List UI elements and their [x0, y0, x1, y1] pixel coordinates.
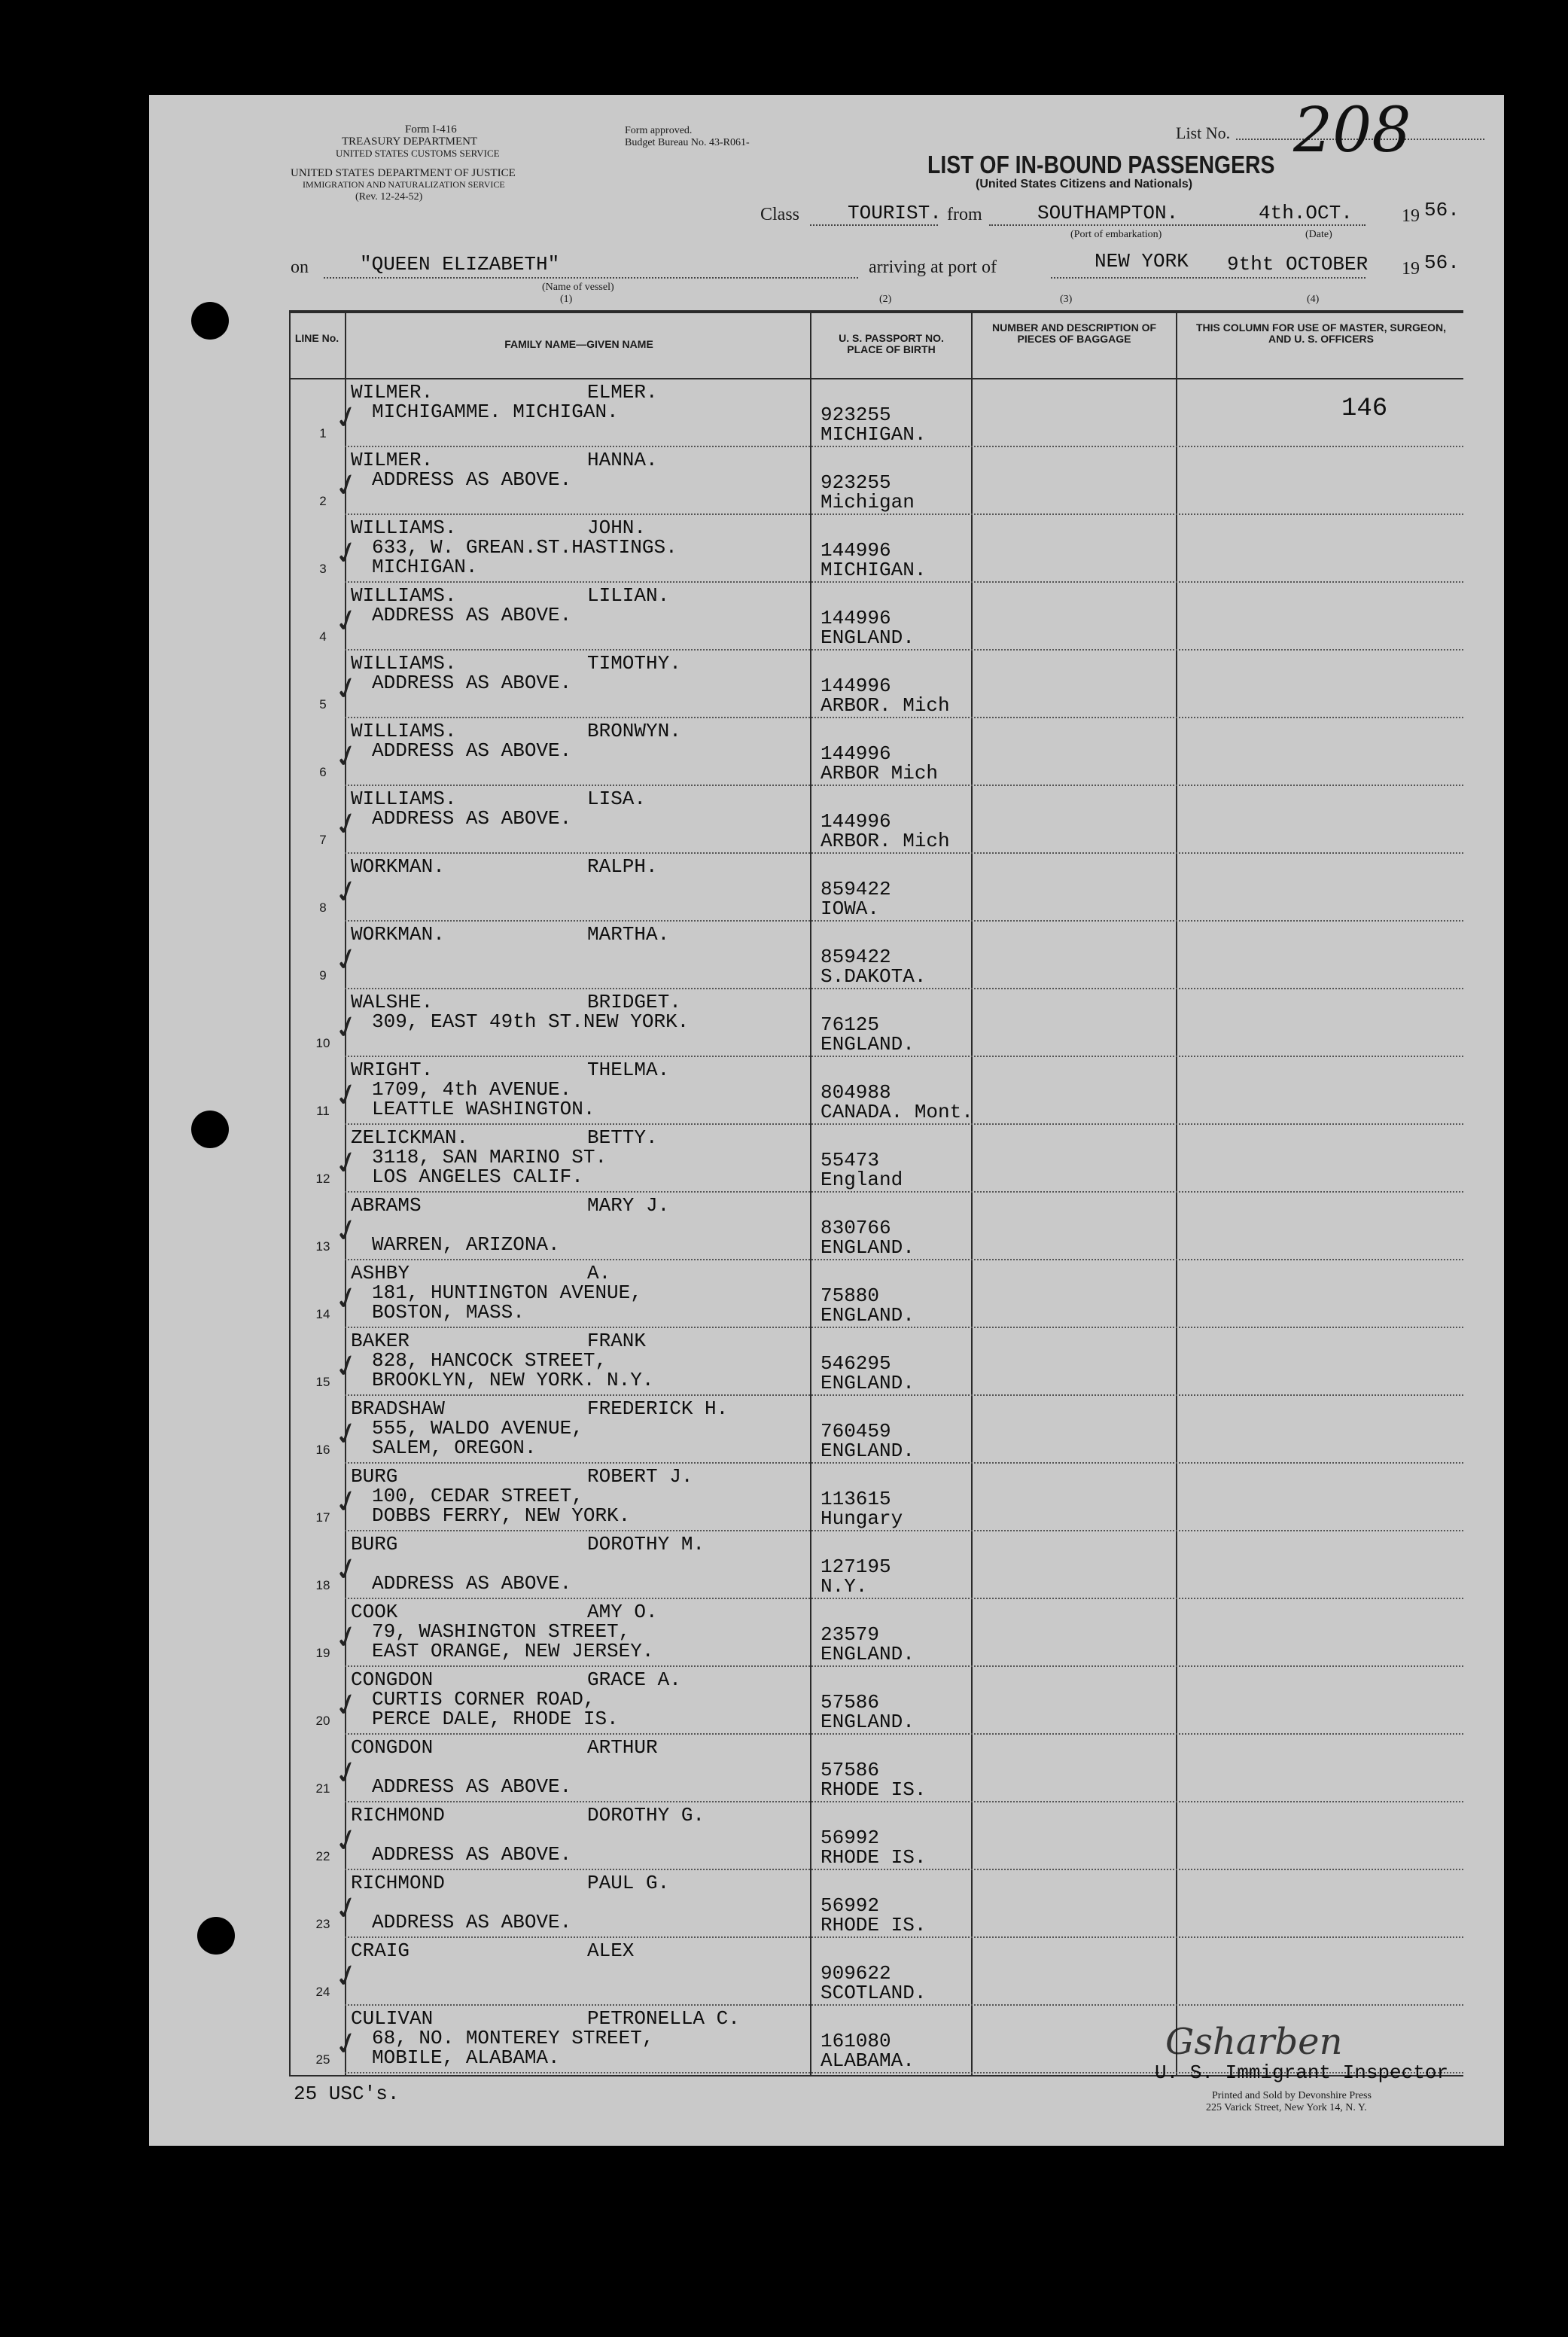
- check-mark: ✓: [329, 736, 364, 778]
- table-row: [289, 988, 1463, 1056]
- inspector-title: U. S. Immigrant Inspector: [1155, 2061, 1449, 2084]
- passport-number: 161080: [821, 2030, 891, 2052]
- place-of-birth: ALABAMA.: [821, 2049, 915, 2072]
- family-name: WILLIAMS.: [351, 652, 457, 675]
- passport-number: 859422: [821, 946, 891, 968]
- line-number: 25: [315, 2052, 330, 2067]
- place-of-birth: RHODE IS.: [821, 1914, 927, 1936]
- line-number: 23: [315, 1917, 330, 1931]
- given-name: ARTHUR: [587, 1736, 658, 1759]
- place-of-birth: ENGLAND.: [821, 1304, 915, 1327]
- address-line-1: MICHIGAMME. MICHIGAN.: [372, 401, 619, 423]
- vessel-column-number: (1): [560, 294, 573, 305]
- col-number-3: (3): [1060, 294, 1073, 305]
- col-number-2: (2): [879, 294, 892, 305]
- document-page: [149, 95, 1504, 2146]
- passport-number: 830766: [821, 1217, 891, 1239]
- address-line-2: ADDRESS AS ABOVE.: [372, 1775, 572, 1798]
- line-number: 16: [315, 1443, 330, 1457]
- from-value: SOUTHAMPTON.: [1037, 202, 1179, 224]
- from-line: [989, 224, 1366, 226]
- header-officers: THIS COLUMN FOR USE OF MASTER, SURGEON, AND U. S. OFFICERS: [1195, 321, 1447, 345]
- line-number: 2: [319, 494, 327, 508]
- port-caption: (Port of embarkation): [1070, 229, 1162, 240]
- arrival-date: 9tht OCTOBER: [1227, 253, 1369, 276]
- given-name: JOHN.: [587, 516, 647, 539]
- address-line-2: ADDRESS AS ABOVE.: [372, 1572, 572, 1595]
- check-mark: ✓: [329, 2023, 364, 2065]
- line-number: 22: [315, 1849, 330, 1863]
- printer-line-1: Printed and Sold by Devonshire Press: [1212, 2090, 1372, 2101]
- family-name: WILLIAMS.: [351, 788, 457, 810]
- given-name: ELMER.: [587, 381, 658, 404]
- table-row: [289, 649, 1463, 717]
- family-name: RICHMOND: [351, 1804, 445, 1827]
- date-caption: (Date): [1305, 229, 1332, 240]
- address-line-2: EAST ORANGE, NEW JERSEY.: [372, 1640, 654, 1662]
- check-mark: ✓: [329, 1278, 364, 1320]
- address-line-2: SALEM, OREGON.: [372, 1437, 537, 1459]
- form-revision: (Rev. 12-24-52): [355, 191, 423, 203]
- address-line-1: 79, WASHINGTON STREET,: [372, 1620, 631, 1643]
- table-row: [289, 1530, 1463, 1598]
- address-line-2: MOBILE, ALABAMA.: [372, 2046, 560, 2069]
- table-row: [289, 581, 1463, 649]
- table-row: [289, 1394, 1463, 1462]
- passport-number: 127195: [821, 1555, 891, 1578]
- passport-number: 23579: [821, 1623, 880, 1646]
- place-of-birth: ARBOR. Mich: [821, 694, 950, 717]
- family-name: BAKER: [351, 1330, 410, 1352]
- line-number: 15: [315, 1375, 330, 1389]
- address-line-1: CURTIS CORNER ROAD,: [372, 1688, 595, 1711]
- given-name: THELMA.: [587, 1059, 670, 1081]
- place-of-birth: N.Y.: [821, 1575, 868, 1598]
- line-number: 11: [316, 1104, 330, 1118]
- family-name: WILLIAMS.: [351, 720, 457, 742]
- given-name: ALEX: [587, 1939, 635, 1962]
- table-row: [289, 1462, 1463, 1530]
- form-approved: Form approved.: [625, 125, 693, 136]
- dept-immigration: IMMIGRATION AND NATURALIZATION SERVICE: [303, 179, 505, 190]
- table-row: [289, 717, 1463, 785]
- check-mark: ✓: [329, 1684, 364, 1726]
- family-name: WILMER.: [351, 449, 434, 471]
- check-mark: ✓: [329, 1888, 364, 1930]
- place-of-birth: ENGLAND.: [821, 1372, 915, 1394]
- address-line-1: 100, CEDAR STREET,: [372, 1485, 583, 1507]
- check-mark: ✓: [329, 1007, 364, 1049]
- line-number: 6: [319, 765, 327, 779]
- printer-line-2: 225 Varick Street, New York 14, N. Y.: [1206, 2102, 1367, 2113]
- family-name: ASHBY: [351, 1262, 410, 1284]
- check-mark: ✓: [329, 1820, 364, 1862]
- family-name: RICHMOND: [351, 1872, 445, 1894]
- passport-number: 144996: [821, 742, 891, 765]
- passport-number: 923255: [821, 471, 891, 494]
- place-of-birth: ARBOR. Mich: [821, 830, 950, 852]
- place-of-birth: ENGLAND.: [821, 1711, 915, 1733]
- given-name: A.: [587, 1262, 611, 1284]
- passport-number: 144996: [821, 539, 891, 562]
- passport-number: 760459: [821, 1420, 891, 1443]
- dept-customs: UNITED STATES CUSTOMS SERVICE: [336, 148, 500, 159]
- address-line-2: LEATTLE WASHINGTON.: [372, 1098, 595, 1120]
- place-of-birth: Michigan: [821, 491, 915, 513]
- check-mark: ✓: [329, 939, 364, 981]
- given-name: BETTY.: [587, 1126, 658, 1149]
- given-name: BRIDGET.: [587, 991, 681, 1013]
- table-row: [289, 1936, 1463, 2004]
- inspector-signature: Gsharben: [1165, 2021, 1343, 2063]
- family-name: WRIGHT.: [351, 1059, 434, 1081]
- line-number: 12: [315, 1172, 330, 1186]
- given-name: LILIAN.: [587, 584, 670, 607]
- line-number: 19: [315, 1646, 330, 1660]
- table-row: [289, 785, 1463, 852]
- address-line-1: 633, W. GREAN.ST.HASTINGS.: [372, 536, 677, 559]
- given-name: HANNA.: [587, 449, 658, 471]
- passport-number: 75880: [821, 1284, 880, 1307]
- place-of-birth: RHODE IS.: [821, 1778, 927, 1801]
- check-mark: ✓: [329, 1074, 364, 1117]
- given-name: PETRONELLA C.: [587, 2007, 740, 2030]
- from-label: from: [947, 205, 982, 224]
- place-of-birth: MICHIGAN.: [821, 559, 927, 581]
- place-of-birth: S.DAKOTA.: [821, 965, 927, 988]
- line-number: 8: [319, 900, 327, 915]
- arrival-year-prefix: 19: [1402, 259, 1420, 279]
- given-name: RALPH.: [587, 855, 658, 878]
- address-line-1: ADDRESS AS ABOVE.: [372, 468, 572, 491]
- line-number: 21: [315, 1781, 330, 1796]
- family-name: WILLIAMS.: [351, 584, 457, 607]
- table-row: [289, 852, 1463, 920]
- usc-count: 25 USC's.: [294, 2083, 400, 2105]
- header-baggage: NUMBER AND DESCRIPTION OF PIECES OF BAGGAGE: [991, 321, 1157, 345]
- family-name: BURG: [351, 1465, 398, 1488]
- place-of-birth: ENGLAND.: [821, 1643, 915, 1665]
- family-name: COOK: [351, 1601, 398, 1623]
- line-number: 18: [315, 1578, 330, 1592]
- check-mark: ✓: [329, 397, 364, 439]
- family-name: ABRAMS: [351, 1194, 422, 1217]
- place-of-birth: SCOTLAND.: [821, 1982, 927, 2004]
- family-name: BURG: [351, 1533, 398, 1555]
- table-row: [289, 446, 1463, 513]
- family-name: CONGDON: [351, 1736, 434, 1759]
- family-name: WORKMAN.: [351, 855, 445, 878]
- header-name: FAMILY NAME—GIVEN NAME: [504, 338, 653, 350]
- line-number: 9: [319, 968, 327, 983]
- col-number-4: (4): [1307, 294, 1320, 305]
- address-line-1: 309, EAST 49th ST.NEW YORK.: [372, 1010, 690, 1033]
- address-line-2: PERCE DALE, RHODE IS.: [372, 1708, 619, 1730]
- address-line-1: ADDRESS AS ABOVE.: [372, 604, 572, 626]
- table-row: [289, 1598, 1463, 1665]
- line-number: 13: [315, 1239, 330, 1254]
- address-line-2: WARREN, ARIZONA.: [372, 1233, 560, 1256]
- family-name: WALSHE.: [351, 991, 434, 1013]
- place-of-birth: Hungary: [821, 1507, 903, 1530]
- check-mark: ✓: [329, 465, 364, 507]
- given-name: FRANK: [587, 1330, 647, 1352]
- given-name: ROBERT J.: [587, 1465, 693, 1488]
- given-name: FREDERICK H.: [587, 1397, 729, 1420]
- place-of-birth: CANADA. Mont.: [821, 1101, 973, 1123]
- place-of-birth: ARBOR Mich: [821, 762, 939, 785]
- passport-number: 909622: [821, 1962, 891, 1985]
- address-line-2: MICHIGAN.: [372, 556, 478, 578]
- officer-note: 146: [1341, 395, 1388, 423]
- date-value: 4th.OCT.: [1259, 202, 1353, 224]
- form-subtitle: (United States Citizens and Nationals): [976, 178, 1193, 190]
- line-number: 20: [315, 1714, 330, 1728]
- given-name: GRACE A.: [587, 1668, 681, 1691]
- family-name: CONGDON: [351, 1668, 434, 1691]
- arrival-year: 56.: [1424, 251, 1460, 274]
- check-mark: ✓: [329, 1549, 364, 1591]
- passport-number: 56992: [821, 1827, 880, 1849]
- given-name: DOROTHY G.: [587, 1804, 705, 1827]
- table-row: [289, 1327, 1463, 1394]
- year-value: 56.: [1424, 199, 1460, 221]
- given-name: AMY O.: [587, 1601, 658, 1623]
- table-top-rule: [289, 310, 1463, 313]
- family-name: BRADSHAW: [351, 1397, 445, 1420]
- address-line-2: LOS ANGELES CALIF.: [372, 1165, 583, 1188]
- class-label: Class: [760, 205, 800, 224]
- family-name: WORKMAN.: [351, 923, 445, 946]
- form-title: LIST OF IN-BOUND PASSENGERS: [927, 151, 1275, 178]
- place-of-birth: RHODE IS.: [821, 1846, 927, 1869]
- passport-number: 144996: [821, 810, 891, 833]
- given-name: LISA.: [587, 788, 647, 810]
- passport-number: 57586: [821, 1759, 880, 1781]
- family-name: WILLIAMS.: [351, 516, 457, 539]
- address-line-1: ADDRESS AS ABOVE.: [372, 672, 572, 694]
- place-of-birth: IOWA.: [821, 897, 880, 920]
- address-line-1: 181, HUNTINGTON AVENUE,: [372, 1281, 642, 1304]
- check-mark: ✓: [329, 1210, 364, 1252]
- address-line-1: 828, HANCOCK STREET,: [372, 1349, 607, 1372]
- passport-number: 804988: [821, 1081, 891, 1104]
- check-mark: ✓: [329, 600, 364, 642]
- address-line-1: 68, NO. MONTEREY STREET,: [372, 2027, 654, 2049]
- check-mark: ✓: [329, 803, 364, 846]
- given-name: TIMOTHY.: [587, 652, 681, 675]
- passport-number: 546295: [821, 1352, 891, 1375]
- given-name: DOROTHY M.: [587, 1533, 705, 1555]
- place-of-birth: ENGLAND.: [821, 1033, 915, 1056]
- vessel-line: [324, 277, 858, 279]
- check-mark: ✓: [329, 871, 364, 913]
- line-number: 1: [319, 426, 327, 440]
- line-number: 17: [315, 1510, 330, 1525]
- address-line-2: ADDRESS AS ABOVE.: [372, 1843, 572, 1866]
- dept-treasury: TREASURY DEPARTMENT: [342, 136, 478, 148]
- table-row: [289, 1733, 1463, 1801]
- line-number: 3: [319, 562, 327, 576]
- passport-number: 113615: [821, 1488, 891, 1510]
- table-row: [289, 1191, 1463, 1259]
- passport-number: 76125: [821, 1013, 880, 1036]
- passport-number: 144996: [821, 607, 891, 629]
- check-mark: ✓: [329, 1413, 364, 1455]
- line-number: 4: [319, 629, 327, 644]
- address-line-1: 3118, SAN MARINO ST.: [372, 1146, 607, 1168]
- line-number: 24: [315, 1985, 330, 1999]
- passenger-table: [289, 310, 1463, 2076]
- address-line-2: DOBBS FERRY, NEW YORK.: [372, 1504, 631, 1527]
- header-passport: U. S. PASSPORT NO. PLACE OF BIRTH: [839, 332, 944, 355]
- budget-bureau: Budget Bureau No. 43-R061-: [625, 137, 750, 148]
- passport-number: 144996: [821, 675, 891, 697]
- arriving-label: arriving at port of: [869, 257, 997, 277]
- family-name: CRAIG: [351, 1939, 410, 1962]
- place-of-birth: ENGLAND.: [821, 1440, 915, 1462]
- dept-justice: UNITED STATES DEPARTMENT OF JUSTICE: [291, 167, 516, 179]
- passport-number: 57586: [821, 1691, 880, 1714]
- address-line-1: ADDRESS AS ABOVE.: [372, 739, 572, 762]
- form-number: Form I-416: [405, 123, 457, 136]
- punch-hole: [197, 1917, 235, 1955]
- year-prefix: 19: [1402, 206, 1420, 226]
- check-mark: ✓: [329, 1481, 364, 1523]
- table-row: [289, 1056, 1463, 1123]
- passport-number: 56992: [821, 1894, 880, 1917]
- table-row: [289, 1665, 1463, 1733]
- passport-number: 923255: [821, 404, 891, 426]
- arrival-port: NEW YORK: [1095, 250, 1189, 273]
- vessel-value: "QUEEN ELIZABETH": [360, 253, 560, 276]
- passport-number: 55473: [821, 1149, 880, 1172]
- address-line-2: BOSTON, MASS.: [372, 1301, 525, 1324]
- family-name: WILMER.: [351, 381, 434, 404]
- check-mark: ✓: [329, 1142, 364, 1184]
- line-number: 14: [315, 1307, 330, 1321]
- check-mark: ✓: [329, 532, 364, 574]
- arrival-line: [1051, 277, 1366, 279]
- given-name: MARTHA.: [587, 923, 670, 946]
- place-of-birth: ENGLAND.: [821, 626, 915, 649]
- table-row: [289, 378, 1463, 446]
- address-line-1: 1709, 4th AVENUE.: [372, 1078, 572, 1101]
- table-row: [289, 920, 1463, 988]
- place-of-birth: MICHIGAN.: [821, 423, 927, 446]
- class-value: TOURIST.: [848, 202, 942, 224]
- on-label: on: [291, 257, 309, 277]
- list-no-label: List No.: [1176, 123, 1231, 142]
- punch-hole: [191, 1111, 229, 1148]
- place-of-birth: England: [821, 1168, 903, 1191]
- address-line-1: ADDRESS AS ABOVE.: [372, 807, 572, 830]
- table-row: [289, 1801, 1463, 1869]
- table-row: [289, 1123, 1463, 1191]
- place-of-birth: ENGLAND.: [821, 1236, 915, 1259]
- list-no-value: 208: [1293, 95, 1411, 166]
- line-number: 7: [319, 833, 327, 847]
- family-name: CULIVAN: [351, 2007, 434, 2030]
- check-mark: ✓: [329, 1752, 364, 1794]
- vessel-caption: (Name of vessel): [542, 282, 614, 293]
- given-name: BRONWYN.: [587, 720, 681, 742]
- check-mark: ✓: [329, 1345, 364, 1388]
- class-line: [810, 224, 938, 226]
- address-line-2: BROOKLYN, NEW YORK. N.Y.: [372, 1369, 654, 1391]
- punch-hole: [191, 302, 229, 340]
- table-row: [289, 1869, 1463, 1936]
- check-mark: ✓: [329, 1616, 364, 1659]
- family-name: ZELICKMAN.: [351, 1126, 469, 1149]
- table-row: [289, 1259, 1463, 1327]
- check-mark: ✓: [329, 668, 364, 710]
- address-line-1: 555, WALDO AVENUE,: [372, 1417, 583, 1440]
- line-number: 5: [319, 697, 327, 711]
- given-name: MARY J.: [587, 1194, 670, 1217]
- header-line-no: LINE No.: [294, 332, 339, 344]
- passport-number: 859422: [821, 878, 891, 900]
- given-name: PAUL G.: [587, 1872, 670, 1894]
- table-row: [289, 513, 1463, 581]
- address-line-2: ADDRESS AS ABOVE.: [372, 1911, 572, 1933]
- check-mark: ✓: [329, 1955, 364, 1997]
- line-number: 10: [315, 1036, 330, 1050]
